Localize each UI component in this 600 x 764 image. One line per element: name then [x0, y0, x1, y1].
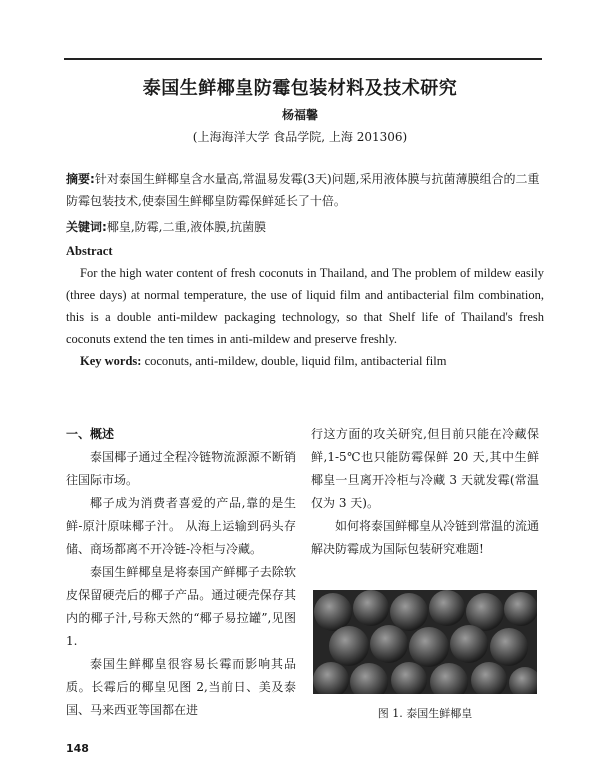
keywords-cn	[66, 216, 544, 238]
left-paragraph-4: 泰国生鲜椰皇很容易长霉而影响其品质。长霉后的椰皇见图 2,当前日、美及泰国、马来西亚等国都在进	[66, 657, 296, 717]
keywords-en	[66, 350, 544, 372]
header-rule	[64, 58, 542, 60]
body-column-right	[311, 423, 539, 561]
keywords-en-text: coconuts, anti-mildew, double, liquid film, antibacterial film	[144, 354, 447, 368]
right-paragraph-1: 行这方面的攻关研究,但目前只能在冷藏保鲜,1-5℃也只能防霉保鲜 20 天,其中生鲜椰皇一旦离开冷柜与冷藏 3 天就发霉(常温仅为 3 天)。	[311, 427, 539, 510]
page-number: 148	[66, 742, 89, 755]
keywords-cn-label: 关键词:	[66, 220, 107, 234]
right-paragraph-2: 如何将泰国鲜椰皇从冷链到常温的流通解决防霉成为国际包装研究难题!	[311, 519, 540, 556]
author-name: 杨福馨	[281, 108, 318, 122]
left-paragraph-3: 泰国生鲜椰皇是将泰国产鲜椰子去除软皮保留硬壳后的椰子产品。通过硬壳保存其内的椰子汁,号称天然的“椰子易拉罐”,见图 1.	[66, 565, 296, 648]
paper-title: 泰国生鲜椰皇防霉包装材料及技术研究	[142, 78, 458, 99]
abstract-en-heading: Abstract	[66, 244, 113, 258]
keywords-cn-text: 椰皇,防霉,二重,液体膜,抗菌膜	[106, 220, 267, 234]
abstract-cn	[66, 168, 544, 212]
author-affiliation: (上海海洋大学 食品学院, 上海 201306)	[192, 130, 408, 144]
left-paragraph-2: 椰子成为消费者喜爱的产品,靠的是生鲜-原汁原味椰子汁。 从海上运输到码头存储、商场都离不开冷链-冷柜与冷藏。	[66, 496, 296, 556]
body-column-left	[66, 423, 296, 722]
abstract-block	[66, 168, 544, 372]
abstract-cn-text: 针对泰国生鲜椰皇含水量高,常温易发霉(3天)问题,采用液体膜与抗菌薄膜组合的二重防霉包装技术,使泰国生鲜椰皇防霉保鲜延长了十倍。	[66, 172, 540, 208]
section-heading-overview: 一、概述	[66, 427, 115, 441]
figure-caption: 图 1. 泰国生鲜椰皇	[377, 707, 473, 720]
abstract-en-text: For the high water content of fresh coconuts in Thailand, and The problem of mildew easily (three days) at normal temperature, the use of liquid film and antibacterial film combination, this is a double anti-mildew packaging technology, so that Shelf life of Thailand's fresh coconuts extend the ten times in anti-mildew and preserve freshly.	[66, 266, 544, 346]
left-paragraph-1: 泰国椰子通过全程冷链物流源源不断销往国际市场。	[66, 450, 296, 487]
abstract-cn-label: 摘要:	[66, 172, 95, 186]
coconut-photo	[313, 590, 537, 694]
coconut-photo-image	[313, 590, 537, 694]
keywords-en-label: Key words:	[80, 354, 142, 368]
